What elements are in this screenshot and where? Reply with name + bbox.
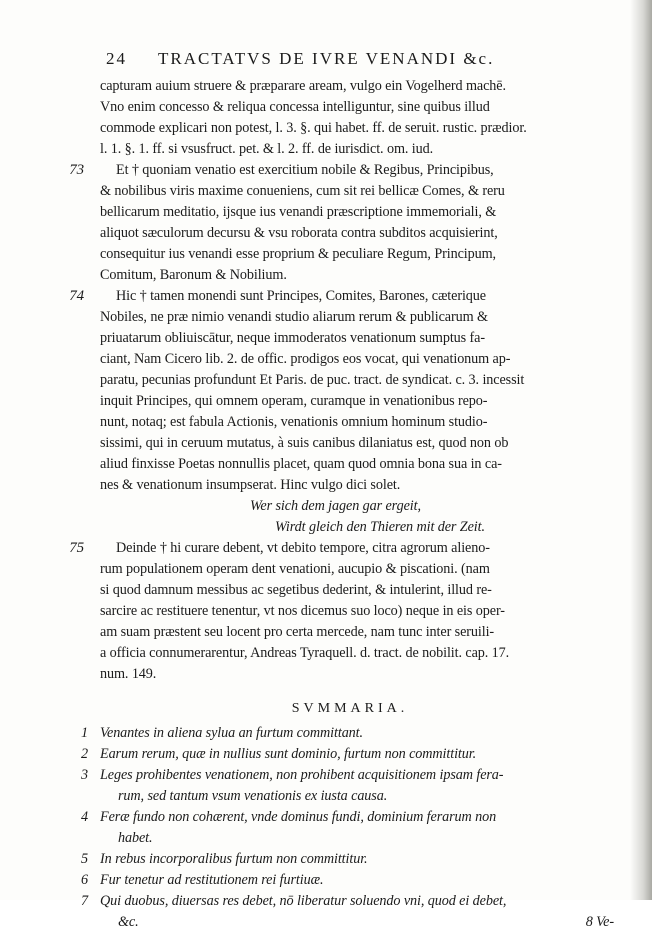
text-line: Vno enim concesso & reliqua concessa intelliguntur, sine quibus illud [100,99,490,115]
summary-text: Feræ fundo non cohærent, vnde dominus fundi, dominium ferarum non [100,809,497,825]
verse-couplet [100,496,600,538]
text-line: Comitum, Baronum & Nobilium. [100,267,287,283]
text-line: sissimi, qui in ceruum mutatus, à suis canibus dilaniatus est, quod non ob [100,435,509,451]
summary-continuation: habet. [118,830,153,846]
summary-continuation-text: &c. [118,914,139,930]
text-line: sarcire ac restituere tenentur, vt nos dicemus suo loco) neque in eis oper- [100,603,505,619]
summary-item [81,807,600,849]
summary-text: In rebus incorporalibus furtum non committitur. [100,851,368,867]
text-line: aliquot sæculorum decursu & vsu roborata contra subditos acquisierint, [100,225,498,241]
text-line: Nobiles, ne præ nimio venandi studio aliarum rerum & publicarum & [100,309,488,325]
summary-text: Earum rerum, quæ in nullius sunt dominio, furtum non committitur. [100,746,477,762]
text-line: nunt, notaq; est fabula Actionis, venationis omnium hominum studio- [100,414,488,430]
running-title: TRACTATVS DE IVRE VENANDI &c. [158,49,495,68]
summary-continuation: rum, sed tantum vsum venationis ex iusta causa. [118,788,388,804]
text-block [69,48,614,933]
text-line: si quod damnum messibus ac segetibus dederint, & intulerint, illud re- [100,582,492,598]
summary-continuation [100,912,614,933]
summaria-list [81,723,614,933]
summary-item [81,744,600,765]
text-line: a officia connumerarentur, Andreas Tyraquell. d. tract. de nobilit. cap. 17. [100,645,510,661]
summary-number: 1 [81,725,88,741]
summary-number: 4 [81,809,88,825]
text-line: rum populationem operam dent venationi, aucupio & piscationi. (nam [100,561,490,577]
text-line: ciant, Nam Cicero lib. 2. de offic. prodigos eos vocat, qui venationum ap- [100,351,511,367]
text-line: aliud finxisse Poetas nonnullis placet, quam quod omnia bona sua in ca- [100,456,502,472]
text-line: consequitur ius venandi esse proprium & peculiare Regum, Principum, [100,246,496,262]
text-line: capturam auium struere & præparare aream, vulgo ein Vogelherd machē. [100,78,506,94]
text-line: commode explicari non potest, l. 3. §. qui habet. ff. de seruit. rustic. prædior. [100,120,527,136]
text-line: Hic † tamen monendi sunt Principes, Comites, Barones, cæterique [116,288,486,304]
summary-text: Venantes in aliena sylua an furtum committant. [100,725,363,741]
summary-item [81,870,600,891]
page-number: 24 [106,49,127,68]
running-header [106,48,600,76]
summary-item [81,891,614,933]
marginal-number: 75 [69,540,84,556]
summary-item [81,849,600,870]
text-line: inquit Principes, qui omnem operam, curamque in venationibus repo- [100,393,488,409]
summary-item [81,723,600,744]
marginal-number: 73 [69,162,84,178]
paragraph-75 [69,538,600,685]
text-line: priuatarum obliuiscātur, neque immoderatos venationum sumptus fa- [100,330,485,346]
paragraph-73 [69,160,600,286]
marginal-number: 74 [69,288,84,304]
intro-paragraph [100,76,600,160]
text-line: num. 149. [100,666,157,682]
page-gutter-shadow [630,0,652,900]
summary-number: 7 [81,893,88,909]
text-line: Deinde † hi curare debent, vt debito tempore, citra agrorum alieno- [116,540,490,556]
verse-line: Wer sich dem jagen gar ergeit, [250,498,421,514]
text-line: bellicarum meditatio, ijsque ius venandi præscriptione immemoriali, & [100,204,497,220]
summary-number: 5 [81,851,88,867]
text-line: l. 1. §. 1. ff. si vsusfruct. pet. & l. 2. ff. de iurisdict. om. iud. [100,141,434,157]
summary-text: Qui duobus, diuersas res debet, nō liberatur soluendo vni, quod ei debet, [100,893,507,909]
paragraph-74 [69,286,600,496]
catchword: 8 Ve- [585,914,614,930]
summary-text: Leges prohibentes venationem, non prohibent acquisitionem ipsam fera- [100,767,504,783]
summary-number: 6 [81,872,88,888]
summaria-heading: SVMMARIA. [291,701,409,716]
text-line: nes & venationum insumpserat. Hinc vulgo dici solet. [100,477,401,493]
verse-line: Wirdt gleich den Thieren mit der Zeit. [275,519,485,535]
summary-number: 2 [81,746,88,762]
text-line: Et † quoniam venatio est exercitium nobile & Regibus, Principibus, [116,162,494,178]
summary-text: Fur tenetur ad restitutionem rei furtiuæ. [100,872,324,888]
text-line: & nobilibus viris maxime conueniens, cum sit rei bellicæ Comes, & reru [100,183,505,199]
summary-item [81,765,600,807]
summary-number: 3 [81,767,88,783]
text-line: am suam præstent seu locent pro certa mercede, nam tunc inter seruili- [100,624,495,640]
text-line: paratu, pecunias profundunt Et Paris. de puc. tract. de syndicat. c. 3. incessit [100,372,525,388]
